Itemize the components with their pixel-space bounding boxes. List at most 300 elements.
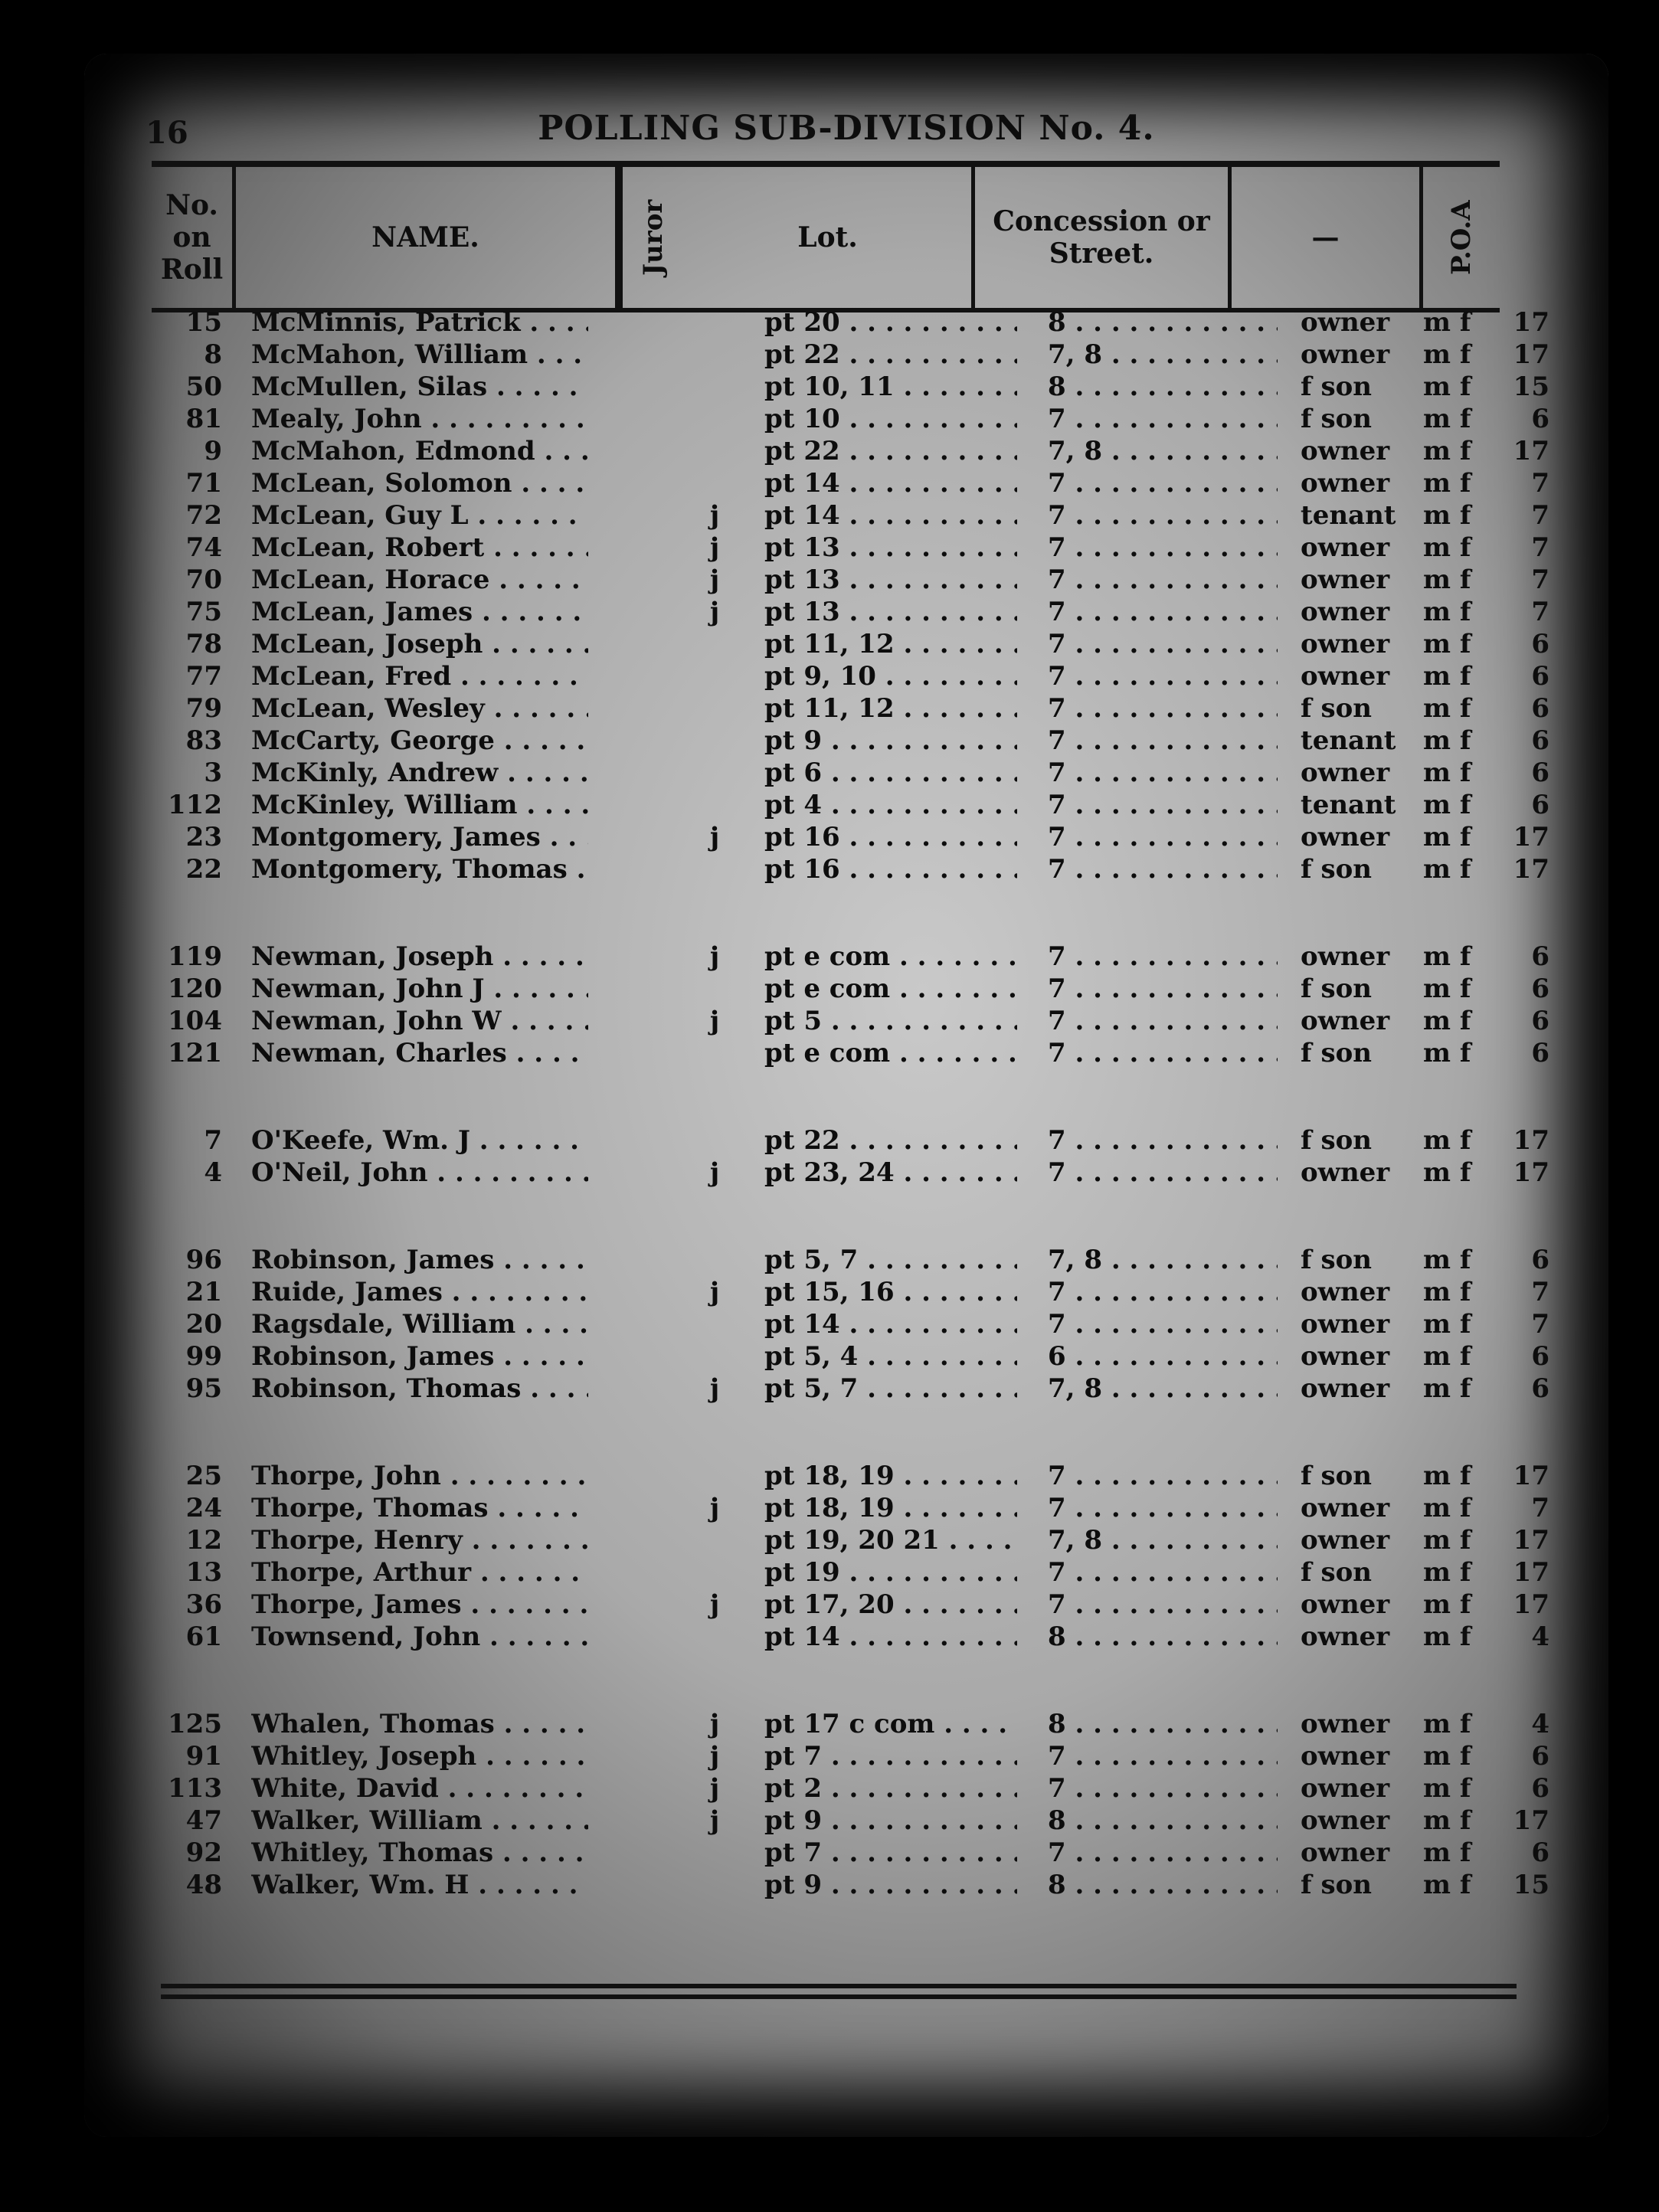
sex: m f: [1423, 1373, 1471, 1404]
roll-number: 24: [185, 1493, 222, 1523]
roll-number: 74: [185, 532, 222, 563]
status: owner: [1301, 661, 1390, 692]
poa: 7: [1531, 1309, 1549, 1340]
sex: m f: [1423, 1309, 1471, 1340]
table-row: [152, 1460, 1549, 1492]
sex: m f: [1423, 1038, 1471, 1068]
roll-number: 72: [185, 500, 222, 531]
status: owner: [1301, 1773, 1390, 1804]
table-row: [152, 1708, 1549, 1740]
concession: 7 . . .: [1048, 596, 1278, 628]
lot: pt 18, 19 . . .: [764, 1460, 1017, 1492]
juror-mark: j: [709, 1709, 720, 1739]
table-row: [152, 1869, 1549, 1901]
concession: 7, 8 . . .: [1048, 1524, 1278, 1556]
lot: pt 13 . . .: [764, 564, 1017, 596]
status: f son: [1301, 1125, 1373, 1156]
status: owner: [1301, 758, 1390, 788]
voter-name: Mealy, John . . .: [251, 403, 588, 435]
roll-number: 13: [185, 1557, 222, 1588]
lot: pt 5, 4 . . .: [764, 1340, 1017, 1373]
status: tenant: [1301, 725, 1396, 756]
lot: pt 13 . . .: [764, 532, 1017, 564]
lot: pt 19 . . .: [764, 1556, 1017, 1589]
sex: m f: [1423, 500, 1471, 531]
status: owner: [1301, 1709, 1390, 1739]
status: f son: [1301, 1245, 1373, 1275]
status: owner: [1301, 1277, 1390, 1307]
concession: 8 . . .: [1048, 371, 1278, 403]
voter-name: McLean, Horace . . .: [251, 564, 588, 596]
poa: 7: [1531, 532, 1549, 563]
poa: 7: [1531, 1493, 1549, 1523]
lot: pt 9 . . .: [764, 1805, 1017, 1837]
sex: m f: [1423, 941, 1471, 972]
poa: 17: [1513, 1557, 1549, 1588]
concession: 7 . . .: [1048, 1124, 1278, 1157]
table-row: [152, 725, 1549, 757]
concession: 7 . . .: [1048, 725, 1278, 757]
roll-number: 104: [168, 1006, 222, 1036]
lot: pt 13 . . .: [764, 596, 1017, 628]
table-row: [152, 1157, 1549, 1189]
roll-number: 83: [185, 725, 222, 756]
concession: 7 . . .: [1048, 1556, 1278, 1589]
poa: 6: [1531, 941, 1549, 972]
status: tenant: [1301, 790, 1396, 820]
status: owner: [1301, 1341, 1390, 1372]
table-row: [152, 339, 1549, 371]
concession: 7 . . .: [1048, 821, 1278, 853]
sex: m f: [1423, 1461, 1471, 1491]
voter-name: Thorpe, Henry . . .: [251, 1524, 588, 1556]
lot: pt 11, 12 . . .: [764, 628, 1017, 660]
table-row: [152, 435, 1549, 467]
table-row: [152, 1740, 1549, 1772]
table-row: [152, 1373, 1549, 1405]
roll-number: 96: [185, 1245, 222, 1275]
table-row: [152, 532, 1549, 564]
sex: m f: [1423, 661, 1471, 692]
lot: pt 5, 7 . . .: [764, 1373, 1017, 1405]
lot: pt 17, 20 . . .: [764, 1589, 1017, 1621]
voter-name: Robinson, James . . .: [251, 1244, 588, 1276]
sex: m f: [1423, 629, 1471, 659]
concession: 7 . . .: [1048, 1460, 1278, 1492]
footer-rule: [161, 1984, 1517, 1999]
status: owner: [1301, 822, 1390, 852]
poa: 17: [1513, 1157, 1549, 1188]
voter-name: White, David . . .: [251, 1772, 588, 1805]
voter-name: Newman, John W . . .: [251, 1005, 588, 1037]
concession: 7 . . .: [1048, 1837, 1278, 1869]
concession: 7 . . .: [1048, 1589, 1278, 1621]
voter-name: Thorpe, John . . .: [251, 1460, 588, 1492]
status: owner: [1301, 1589, 1390, 1620]
juror-mark: j: [709, 564, 720, 595]
voter-name: Robinson, James . . .: [251, 1340, 588, 1373]
concession: 6 . . .: [1048, 1340, 1278, 1373]
status: owner: [1301, 1157, 1390, 1188]
lot: pt 10, 11 . . .: [764, 371, 1017, 403]
voter-name: O'Keefe, Wm. J . . .: [251, 1124, 588, 1157]
entry-group: [152, 1124, 1549, 1189]
status: owner: [1301, 1006, 1390, 1036]
voter-name: Montgomery, James . . .: [251, 821, 588, 853]
status: owner: [1301, 1493, 1390, 1523]
roll-number: 15: [185, 307, 222, 338]
roll-number: 79: [185, 693, 222, 724]
concession: 7 . . .: [1048, 499, 1278, 532]
concession: 7, 8 . . .: [1048, 339, 1278, 371]
poa: 7: [1531, 564, 1549, 595]
sex: m f: [1423, 597, 1471, 627]
status: owner: [1301, 1837, 1390, 1868]
sex: m f: [1423, 1621, 1471, 1652]
entry-group: [152, 1244, 1549, 1405]
status: f son: [1301, 371, 1373, 402]
table-row: [152, 1837, 1549, 1869]
table-row: [152, 1772, 1549, 1805]
table-row: [152, 941, 1549, 973]
poa: 17: [1513, 854, 1549, 885]
status: f son: [1301, 1461, 1373, 1491]
roll-number: 7: [204, 1125, 222, 1156]
table-row: [152, 1005, 1549, 1037]
voter-name: Walker, Wm. H . . .: [251, 1869, 588, 1901]
status: owner: [1301, 436, 1390, 466]
table-row: [152, 1805, 1549, 1837]
sex: m f: [1423, 1006, 1471, 1036]
poa: 17: [1513, 1525, 1549, 1556]
sex: m f: [1423, 1837, 1471, 1868]
concession: 7 . . .: [1048, 1157, 1278, 1189]
lot: pt 7 . . .: [764, 1837, 1017, 1869]
sex: m f: [1423, 1773, 1471, 1804]
table-row: [152, 1244, 1549, 1276]
poa: 6: [1531, 1373, 1549, 1404]
voter-name: Montgomery, Thomas . . .: [251, 853, 588, 885]
table-row: [152, 371, 1549, 403]
sex: m f: [1423, 436, 1471, 466]
lot: pt 19, 20 21 . . .: [764, 1524, 1017, 1556]
roll-number: 36: [185, 1589, 222, 1620]
table-row: [152, 1556, 1549, 1589]
juror-mark: j: [709, 1373, 720, 1404]
poa: 6: [1531, 1741, 1549, 1772]
concession: 7 . . .: [1048, 941, 1278, 973]
concession: 7 . . .: [1048, 757, 1278, 789]
concession: 8 . . .: [1048, 1869, 1278, 1901]
status: owner: [1301, 564, 1390, 595]
concession: 7 . . .: [1048, 1037, 1278, 1069]
sex: m f: [1423, 307, 1471, 338]
sex: m f: [1423, 693, 1471, 724]
roll-number: 48: [185, 1870, 222, 1900]
roll-number: 50: [185, 371, 222, 402]
roll-number: 78: [185, 629, 222, 659]
concession: 7 . . .: [1048, 1276, 1278, 1308]
voter-name: Ragsdale, William . . .: [251, 1308, 588, 1340]
poa: 17: [1513, 339, 1549, 370]
juror-mark: j: [709, 1741, 720, 1772]
lot: pt 17 c com . . .: [764, 1708, 1017, 1740]
sex: m f: [1423, 725, 1471, 756]
voter-name: Townsend, John . . .: [251, 1621, 588, 1653]
lot: pt e com . . .: [764, 973, 1017, 1005]
roll-number: 113: [168, 1773, 222, 1804]
roll-number: 61: [185, 1621, 222, 1652]
table-row: [152, 853, 1549, 885]
lot: pt 23, 24 . . .: [764, 1157, 1017, 1189]
poa: 15: [1513, 371, 1549, 402]
juror-mark: j: [709, 597, 720, 627]
juror-mark: j: [709, 1277, 720, 1307]
concession: 7 . . .: [1048, 564, 1278, 596]
sex: m f: [1423, 1709, 1471, 1739]
roll-number: 92: [185, 1837, 222, 1868]
roll-number: 99: [185, 1341, 222, 1372]
juror-mark: j: [709, 941, 720, 972]
concession: 7, 8 . . .: [1048, 435, 1278, 467]
lot: pt 5 . . .: [764, 1005, 1017, 1037]
lot: pt 18, 19 . . .: [764, 1492, 1017, 1524]
table-row: [152, 596, 1549, 628]
poa: 4: [1531, 1709, 1549, 1739]
lot: pt 9 . . .: [764, 1869, 1017, 1901]
entry-group: [152, 941, 1549, 1069]
poa: 6: [1531, 1341, 1549, 1372]
sex: m f: [1423, 822, 1471, 852]
sex: m f: [1423, 404, 1471, 434]
roll-number: 112: [168, 790, 222, 820]
sex: m f: [1423, 854, 1471, 885]
sex: m f: [1423, 1245, 1471, 1275]
status: owner: [1301, 1373, 1390, 1404]
voter-name: McLean, James . . .: [251, 596, 588, 628]
voter-name: O'Neil, John . . .: [251, 1157, 588, 1189]
lot: pt 7 . . .: [764, 1740, 1017, 1772]
status: owner: [1301, 1621, 1390, 1652]
poa: 7: [1531, 1277, 1549, 1307]
header-roll: No. on Roll: [152, 167, 236, 308]
voter-name: McLean, Guy L . . .: [251, 499, 588, 532]
roll-number: 25: [185, 1461, 222, 1491]
voter-name: McMinnis, Patrick . . .: [251, 306, 588, 339]
roll-number: 95: [185, 1373, 222, 1404]
lot: pt 4 . . .: [764, 789, 1017, 821]
poa: 6: [1531, 404, 1549, 434]
lot: pt 15, 16 . . .: [764, 1276, 1017, 1308]
sex: m f: [1423, 1741, 1471, 1772]
lot: pt 22 . . .: [764, 435, 1017, 467]
concession: 7 . . .: [1048, 467, 1278, 499]
voter-name: Walker, William . . .: [251, 1805, 588, 1837]
concession: 7 . . .: [1048, 692, 1278, 725]
entry-group: [152, 1708, 1549, 1901]
voter-name: McMahon, Edmond . . .: [251, 435, 588, 467]
voter-name: McMullen, Silas . . .: [251, 371, 588, 403]
status: f son: [1301, 1870, 1373, 1900]
sex: m f: [1423, 1125, 1471, 1156]
sex: m f: [1423, 1589, 1471, 1620]
voter-name: Whitley, Thomas . . .: [251, 1837, 588, 1869]
page-number: 16: [146, 115, 188, 151]
status: f son: [1301, 1557, 1373, 1588]
status: owner: [1301, 941, 1390, 972]
table-row: [152, 789, 1549, 821]
concession: 7 . . .: [1048, 1308, 1278, 1340]
poa: 17: [1513, 1125, 1549, 1156]
lot: pt 14 . . .: [764, 467, 1017, 499]
voter-name: McKinley, William . . .: [251, 789, 588, 821]
sex: m f: [1423, 468, 1471, 499]
table-row: [152, 1124, 1549, 1157]
concession: 8 . . .: [1048, 1621, 1278, 1653]
roll-number: 121: [168, 1038, 222, 1068]
voter-name: Thorpe, Thomas . . .: [251, 1492, 588, 1524]
sex: m f: [1423, 1557, 1471, 1588]
concession: 7 . . .: [1048, 853, 1278, 885]
lot: pt e com . . .: [764, 941, 1017, 973]
roll-number: 75: [185, 597, 222, 627]
status: owner: [1301, 597, 1390, 627]
voter-name: McLean, Robert . . .: [251, 532, 588, 564]
lot: pt 22 . . .: [764, 1124, 1017, 1157]
table-row: [152, 499, 1549, 532]
status: owner: [1301, 1309, 1390, 1340]
status: f son: [1301, 973, 1373, 1004]
header-blank: —: [1232, 167, 1423, 308]
juror-mark: j: [709, 1589, 720, 1620]
header-lot: Lot.: [684, 167, 975, 308]
sex: m f: [1423, 1157, 1471, 1188]
roll-number: 47: [185, 1805, 222, 1836]
voter-list: [152, 306, 1549, 1956]
header-concession: Concession or Street.: [975, 167, 1232, 308]
lot: pt 10 . . .: [764, 403, 1017, 435]
poa: 17: [1513, 1589, 1549, 1620]
voter-name: Whitley, Joseph . . .: [251, 1740, 588, 1772]
roll-number: 12: [185, 1525, 222, 1556]
poa: 4: [1531, 1621, 1549, 1652]
poa: 6: [1531, 1006, 1549, 1036]
poa: 6: [1531, 725, 1549, 756]
concession: 7 . . .: [1048, 973, 1278, 1005]
document-page: [84, 54, 1608, 2137]
lot: pt 9, 10 . . .: [764, 660, 1017, 692]
table-row: [152, 1524, 1549, 1556]
juror-mark: j: [709, 822, 720, 852]
lot: pt 14 . . .: [764, 1621, 1017, 1653]
lot: pt 22 . . .: [764, 339, 1017, 371]
status: owner: [1301, 1525, 1390, 1556]
table-row: [152, 467, 1549, 499]
table-row: [152, 1340, 1549, 1373]
poa: 17: [1513, 1461, 1549, 1491]
sex: m f: [1423, 1341, 1471, 1372]
concession: 7, 8 . . .: [1048, 1373, 1278, 1405]
concession: 7 . . .: [1048, 789, 1278, 821]
sex: m f: [1423, 371, 1471, 402]
sex: m f: [1423, 1525, 1471, 1556]
sex: m f: [1423, 790, 1471, 820]
status: f son: [1301, 693, 1373, 724]
poa: 15: [1513, 1870, 1549, 1900]
voter-name: McLean, Fred . . .: [251, 660, 588, 692]
entry-group: [152, 1460, 1549, 1653]
concession: 8 . . .: [1048, 1708, 1278, 1740]
concession: 7 . . .: [1048, 1005, 1278, 1037]
header-poa: P.O.A: [1446, 200, 1477, 275]
table-row: [152, 403, 1549, 435]
lot: pt e com . . .: [764, 1037, 1017, 1069]
lot: pt 14 . . .: [764, 499, 1017, 532]
roll-number: 3: [204, 758, 222, 788]
sex: m f: [1423, 1805, 1471, 1836]
table-row: [152, 1492, 1549, 1524]
voter-name: McKinly, Andrew . . .: [251, 757, 588, 789]
concession: 8 . . .: [1048, 306, 1278, 339]
roll-number: 91: [185, 1741, 222, 1772]
poa: 17: [1513, 436, 1549, 466]
roll-number: 4: [204, 1157, 222, 1188]
table-row: [152, 1037, 1549, 1069]
lot: pt 16 . . .: [764, 853, 1017, 885]
poa: 6: [1531, 1837, 1549, 1868]
concession: 7 . . .: [1048, 1740, 1278, 1772]
poa: 7: [1531, 500, 1549, 531]
table-row: [152, 1621, 1549, 1653]
status: owner: [1301, 339, 1390, 370]
roll-number: 8: [204, 339, 222, 370]
concession: 7 . . .: [1048, 1492, 1278, 1524]
table-row: [152, 1589, 1549, 1621]
status: tenant: [1301, 500, 1396, 531]
juror-mark: j: [709, 1773, 720, 1804]
status: owner: [1301, 307, 1390, 338]
table-row: [152, 973, 1549, 1005]
concession: 7, 8 . . .: [1048, 1244, 1278, 1276]
roll-number: 120: [168, 973, 222, 1004]
voter-name: Newman, Joseph . . .: [251, 941, 588, 973]
voter-name: McCarty, George . . .: [251, 725, 588, 757]
table-row: [152, 306, 1549, 339]
juror-mark: j: [709, 1805, 720, 1836]
table-row: [152, 821, 1549, 853]
roll-number: 125: [168, 1709, 222, 1739]
concession: 7 . . .: [1048, 628, 1278, 660]
table-row: [152, 564, 1549, 596]
page-title: POLLING SUB-DIVISION No. 4.: [538, 109, 1155, 148]
voter-name: McLean, Wesley . . .: [251, 692, 588, 725]
roll-number: 119: [168, 941, 222, 972]
poa: 7: [1531, 597, 1549, 627]
roll-number: 71: [185, 468, 222, 499]
juror-mark: j: [709, 1006, 720, 1036]
sex: m f: [1423, 758, 1471, 788]
roll-number: 9: [204, 436, 222, 466]
status: f son: [1301, 854, 1373, 885]
lot: pt 9 . . .: [764, 725, 1017, 757]
lot: pt 11, 12 . . .: [764, 692, 1017, 725]
status: owner: [1301, 1805, 1390, 1836]
lot: pt 16 . . .: [764, 821, 1017, 853]
lot: pt 2 . . .: [764, 1772, 1017, 1805]
lot: pt 20 . . .: [764, 306, 1017, 339]
poa: 17: [1513, 1805, 1549, 1836]
voter-name: Whalen, Thomas . . .: [251, 1708, 588, 1740]
